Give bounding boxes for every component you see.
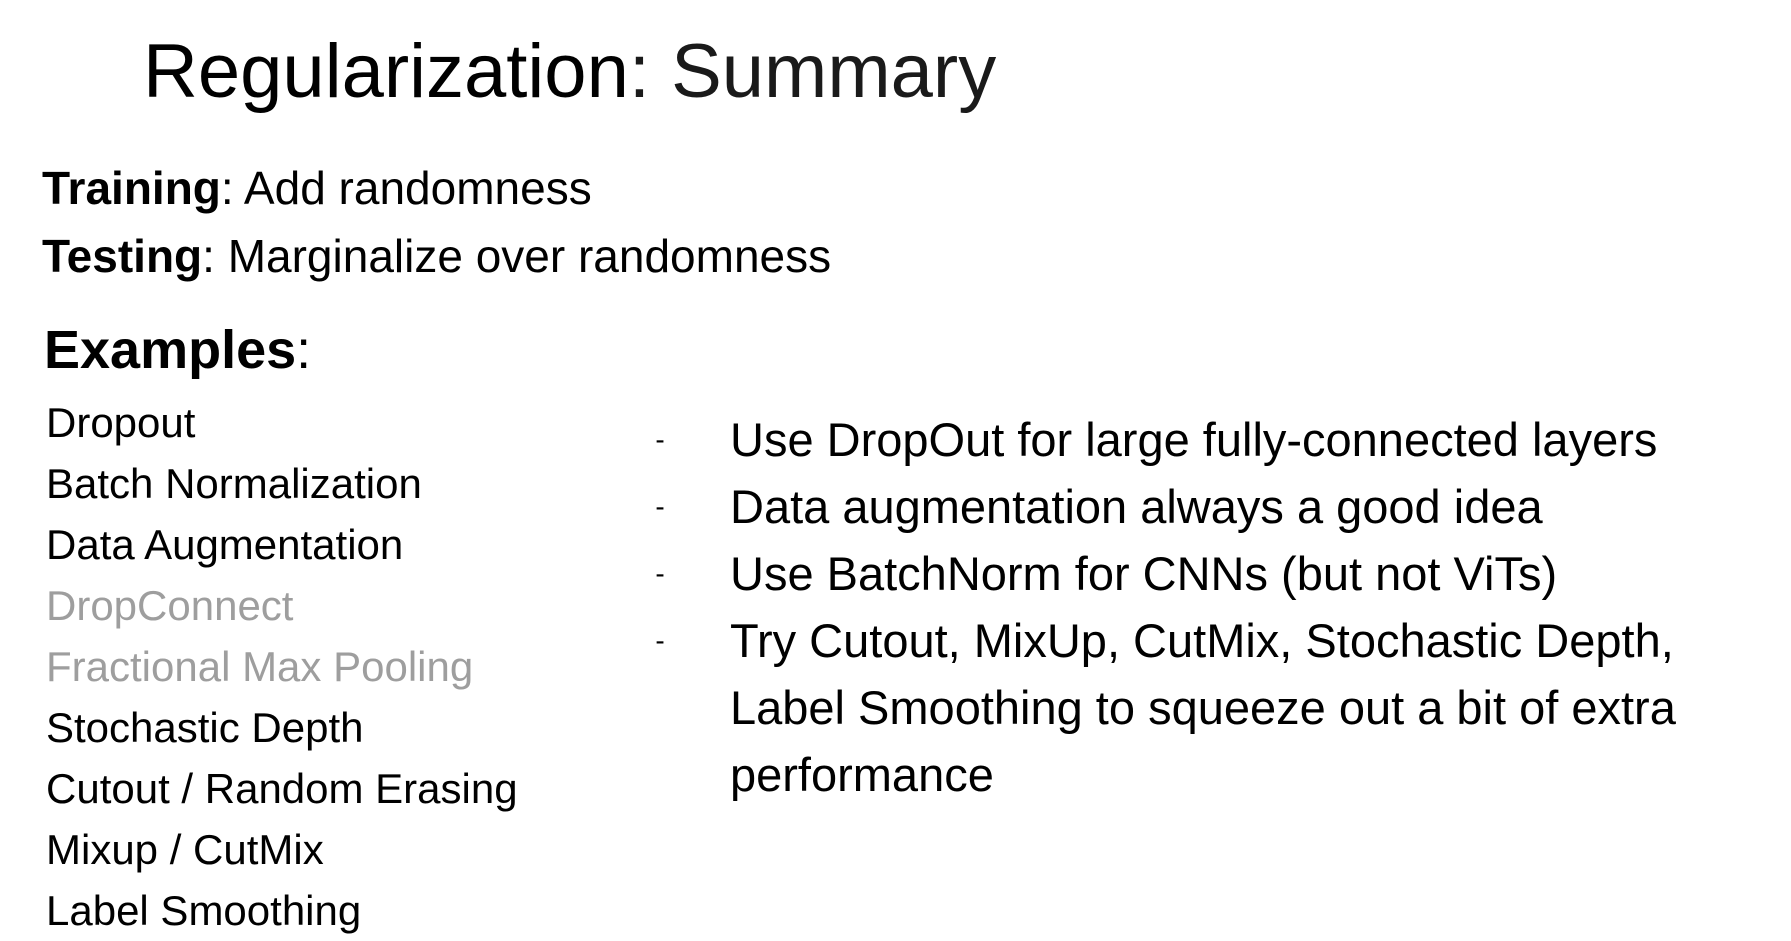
- bullet-dash: -: [655, 491, 665, 522]
- training-text: : Add randomness: [220, 162, 592, 214]
- bullet-dash: -: [655, 558, 665, 589]
- tip-text: Try Cutout, MixUp, CutMix, Stochastic Depth, Label Smoothing to squeeze out a bit of extra performance: [730, 614, 1676, 801]
- bullet-dash: -: [655, 424, 665, 455]
- example-item: Batch Normalization: [46, 460, 422, 507]
- title-keyword: Regularization: [143, 29, 629, 114]
- tip-item: [650, 540, 1770, 607]
- example-item: Mixup / CutMix: [46, 826, 324, 873]
- testing-text: : Marginalize over randomness: [202, 230, 832, 282]
- tips-list: [650, 406, 1770, 808]
- example-item: DropConnect: [46, 582, 294, 629]
- example-item: Stochastic Depth: [46, 704, 364, 751]
- tip-item: [650, 406, 1770, 473]
- examples-heading-label: Examples: [44, 320, 297, 380]
- bullet-dash: -: [655, 625, 665, 656]
- example-item: Dropout: [46, 399, 196, 446]
- slide-title: [143, 26, 996, 118]
- tip-text: Use BatchNorm for CNNs (but not ViTs): [730, 547, 1558, 600]
- tip-text: Data augmentation always a good idea: [730, 480, 1543, 533]
- tip-text: Use DropOut for large fully-connected layers: [730, 413, 1658, 466]
- example-item: Label Smoothing: [46, 887, 362, 934]
- example-item: Fractional Max Pooling: [46, 643, 474, 690]
- examples-heading-colon: :: [296, 320, 312, 380]
- example-item: Cutout / Random Erasing: [46, 765, 518, 812]
- title-suffix: : Summary: [628, 29, 997, 114]
- example-item: Data Augmentation: [46, 521, 404, 568]
- examples-heading: [44, 318, 311, 382]
- examples-list: [46, 392, 518, 941]
- tip-item: [650, 607, 1770, 808]
- testing-summary: [42, 228, 831, 284]
- training-label: Training: [42, 162, 221, 214]
- tip-item: [650, 473, 1770, 540]
- training-summary: [42, 160, 592, 216]
- testing-label: Testing: [42, 230, 203, 282]
